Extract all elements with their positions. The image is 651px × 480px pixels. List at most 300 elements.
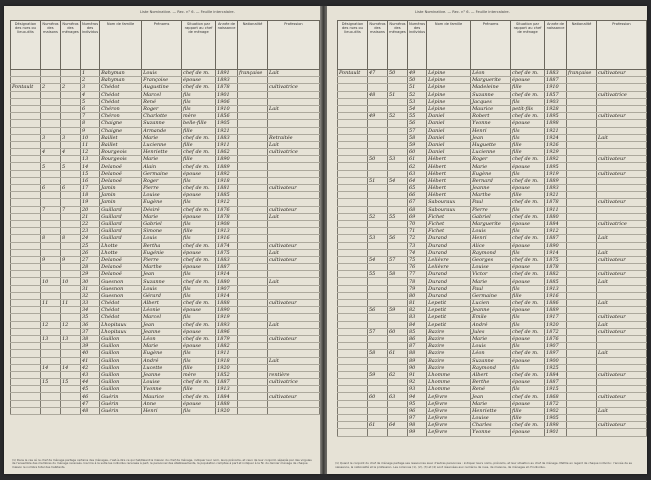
table-cell: chef de m. <box>511 235 545 242</box>
table-cell: épouse <box>182 213 216 220</box>
table-row <box>338 328 647 335</box>
table-cell: 27 <box>80 256 99 263</box>
table-cell: 8 <box>60 235 80 242</box>
table-cell: Bertha <box>142 242 182 249</box>
table-cell: Bourgeois <box>100 149 142 156</box>
table-cell <box>60 127 80 134</box>
table-cell <box>596 163 646 170</box>
table-cell: Armande <box>142 127 182 134</box>
table-cell <box>367 364 387 371</box>
table-cell: Jeanne <box>142 371 182 378</box>
table-cell: 1888 <box>216 300 238 307</box>
table-cell <box>567 156 597 163</box>
table-cell: Lait <box>596 350 646 357</box>
table-cell <box>238 335 268 342</box>
table-cell: 13 <box>80 156 99 163</box>
table-row <box>11 371 320 378</box>
table-row <box>338 113 647 120</box>
table-cell: Chédot <box>100 84 142 91</box>
table-cell: Maurice <box>471 105 511 112</box>
table-cell <box>238 156 268 163</box>
table-cell: Lepetit <box>427 307 471 314</box>
column-header: Désignation des rues ou lieux-dits <box>11 21 41 70</box>
table-cell <box>338 242 368 249</box>
table-cell <box>40 113 60 120</box>
table-cell: 22 <box>80 220 99 227</box>
table-cell: Lait <box>596 249 646 256</box>
table-cell: 38 <box>80 335 99 342</box>
table-cell <box>338 400 368 407</box>
table-cell: Henri <box>471 235 511 242</box>
table-cell <box>40 292 60 299</box>
table-cell <box>60 307 80 314</box>
table-cell <box>596 400 646 407</box>
table-cell: Désiré <box>142 206 182 213</box>
table-cell: 65 <box>407 185 426 192</box>
table-row <box>338 407 647 414</box>
table-cell: fils <box>511 249 545 256</box>
table-cell: fils <box>182 407 216 414</box>
table-cell: Durand <box>427 249 471 256</box>
table-cell: épouse <box>182 343 216 350</box>
table-cell: 1921 <box>545 127 567 134</box>
table-cell <box>367 77 387 84</box>
table-cell <box>338 335 368 342</box>
table-cell: Durand <box>427 292 471 299</box>
table-cell: chef de m. <box>511 91 545 98</box>
table-cell <box>367 415 387 422</box>
table-cell: 58 <box>367 350 387 357</box>
table-cell: 3 <box>40 134 60 141</box>
table-cell: Robert <box>471 113 511 120</box>
table-cell: Lait <box>267 141 319 148</box>
table-cell <box>596 98 646 105</box>
table-cell: 14 <box>80 163 99 170</box>
table-cell <box>387 264 407 271</box>
table-cell <box>40 371 60 378</box>
table-cell: fils <box>182 314 216 321</box>
table-cell: 78 <box>407 278 426 285</box>
table-cell: cultivateur <box>267 185 319 192</box>
table-cell: 85 <box>407 328 426 335</box>
table-cell: 1917 <box>545 314 567 321</box>
table-cell: 1918 <box>216 177 238 184</box>
table-cell: Bahyman <box>100 77 142 84</box>
table-cell <box>338 357 368 364</box>
table-cell: 1896 <box>216 328 238 335</box>
table-cell <box>11 105 41 112</box>
table-row <box>338 213 647 220</box>
table-row <box>11 163 320 170</box>
table-cell <box>40 127 60 134</box>
table-row <box>338 206 647 213</box>
table-cell: 1878 <box>216 84 238 91</box>
table-cell: 93 <box>407 386 426 393</box>
table-row <box>11 113 320 120</box>
table-cell: 82 <box>407 307 426 314</box>
table-cell: cultivateur <box>267 393 319 400</box>
table-cell: chef de m. <box>511 393 545 400</box>
table-cell: Guillon <box>100 357 142 364</box>
table-cell <box>267 127 319 134</box>
table-cell <box>60 213 80 220</box>
table-cell <box>11 177 41 184</box>
table-cell: 4 <box>40 149 60 156</box>
table-cell: cultivateur <box>267 206 319 213</box>
table-cell <box>567 77 597 84</box>
table-cell: 20 <box>80 206 99 213</box>
table-cell: 92 <box>407 379 426 386</box>
table-cell: 43 <box>80 371 99 378</box>
table-cell: cultivateur <box>596 170 646 177</box>
table-row <box>11 328 320 335</box>
table-cell: 2 <box>80 77 99 84</box>
table-cell <box>11 271 41 278</box>
table-cell: 1920 <box>545 321 567 328</box>
table-cell: 1929 <box>545 149 567 156</box>
table-cell: 61 <box>367 422 387 429</box>
table-cell: Lait <box>596 300 646 307</box>
table-cell <box>338 285 368 292</box>
table-cell <box>567 256 597 263</box>
table-cell <box>338 120 368 127</box>
table-cell: Lait <box>267 70 319 77</box>
table-cell <box>60 343 80 350</box>
table-cell <box>567 228 597 235</box>
table-cell: 36 <box>80 321 99 328</box>
table-cell: 1920 <box>216 407 238 414</box>
table-cell <box>40 386 60 393</box>
table-cell <box>387 343 407 350</box>
table-cell <box>40 177 60 184</box>
table-cell: Eugène <box>471 170 511 177</box>
table-cell: 1914 <box>216 292 238 299</box>
table-cell <box>338 292 368 299</box>
table-cell: Hébert <box>427 192 471 199</box>
table-cell <box>338 185 368 192</box>
table-row <box>11 206 320 213</box>
table-cell: Guillard <box>100 228 142 235</box>
table-cell: 18 <box>80 192 99 199</box>
table-cell <box>11 314 41 321</box>
table-row <box>338 220 647 227</box>
table-row <box>11 120 320 127</box>
table-cell <box>11 278 41 285</box>
table-cell: Léon <box>471 350 511 357</box>
table-cell <box>40 271 60 278</box>
table-cell <box>267 386 319 393</box>
table-cell <box>40 249 60 256</box>
left-page <box>4 6 320 474</box>
table-cell: 67 <box>407 199 426 206</box>
table-cell: 1857 <box>545 91 567 98</box>
table-cell <box>11 242 41 249</box>
table-cell: Germaine <box>142 170 182 177</box>
table-cell: Marie <box>142 156 182 163</box>
table-cell <box>567 386 597 393</box>
table-cell: Fichet <box>427 228 471 235</box>
table-cell: 1902 <box>545 407 567 414</box>
table-cell <box>567 177 597 184</box>
table-cell: Germaine <box>471 292 511 299</box>
table-cell <box>367 292 387 299</box>
table-cell: chef de m. <box>511 256 545 263</box>
table-cell: Suzanne <box>142 120 182 127</box>
table-cell: Delanoë <box>100 163 142 170</box>
table-cell: Guillon <box>100 364 142 371</box>
table-cell <box>11 285 41 292</box>
table-cell <box>11 185 41 192</box>
table-cell: Eugénie <box>142 249 182 256</box>
table-cell <box>338 249 368 256</box>
table-cell <box>367 335 387 342</box>
table-cell <box>238 84 268 91</box>
table-cell: 11 <box>60 300 80 307</box>
table-cell: mère <box>182 113 216 120</box>
table-cell <box>367 141 387 148</box>
table-cell: fils <box>511 285 545 292</box>
table-cell: Marthe <box>142 264 182 271</box>
table-cell <box>238 350 268 357</box>
table-cell: Émile <box>471 314 511 321</box>
table-cell <box>596 415 646 422</box>
table-cell <box>367 321 387 328</box>
table-cell: fille <box>511 292 545 299</box>
table-cell: chef de m. <box>182 206 216 213</box>
table-cell <box>567 364 597 371</box>
table-cell <box>596 386 646 393</box>
table-row <box>338 84 647 91</box>
table-row <box>338 285 647 292</box>
table-cell: 45 <box>80 386 99 393</box>
table-cell: 1883 <box>545 70 567 77</box>
table-cell: Suzanne <box>471 357 511 364</box>
table-cell <box>567 242 597 249</box>
table-cell: Françoise <box>142 77 182 84</box>
table-cell <box>238 235 268 242</box>
table-row <box>338 235 647 242</box>
table-cell <box>338 314 368 321</box>
table-cell <box>338 77 368 84</box>
table-cell: 6 <box>80 105 99 112</box>
column-header: Nom de famille <box>427 21 471 70</box>
table-cell <box>596 120 646 127</box>
table-cell <box>387 400 407 407</box>
table-cell <box>567 371 597 378</box>
table-cell: Marie <box>471 335 511 342</box>
table-cell <box>367 84 387 91</box>
table-cell: Guillon <box>100 350 142 357</box>
table-cell: Jean <box>471 134 511 141</box>
table-row <box>338 393 647 400</box>
table-cell: 1910 <box>216 105 238 112</box>
table-cell <box>367 192 387 199</box>
table-cell: Lucienne <box>471 149 511 156</box>
table-cell: Yvonne <box>142 386 182 393</box>
table-cell: Suzanne <box>142 278 182 285</box>
table-cell <box>267 400 319 407</box>
table-cell: Lucette <box>142 364 182 371</box>
table-cell: chef de m. <box>182 84 216 91</box>
table-cell: 11 <box>40 300 60 307</box>
table-cell <box>338 206 368 213</box>
table-row <box>338 429 647 436</box>
table-cell: Lhopitaux <box>100 321 142 328</box>
table-cell: chef de m. <box>511 350 545 357</box>
table-cell: Baillet <box>100 141 142 148</box>
table-cell: 53 <box>367 235 387 242</box>
column-header: Année de naissance <box>216 21 238 70</box>
table-cell: Pierre <box>142 185 182 192</box>
table-row <box>338 271 647 278</box>
table-row <box>11 249 320 256</box>
table-cell: Hébert <box>427 185 471 192</box>
table-cell: Roger <box>471 156 511 163</box>
table-cell: épouse <box>511 307 545 314</box>
table-cell <box>596 141 646 148</box>
table-cell: fils <box>511 364 545 371</box>
table-cell: 1903 <box>545 98 567 105</box>
table-cell: Charlotte <box>142 113 182 120</box>
table-cell: Pierre <box>471 206 511 213</box>
table-cell <box>238 134 268 141</box>
table-cell: Louise <box>471 415 511 422</box>
table-row <box>338 379 647 386</box>
table-cell: 1906 <box>216 98 238 105</box>
table-cell: 1913 <box>545 285 567 292</box>
table-cell: 64 <box>387 422 407 429</box>
table-row <box>338 292 647 299</box>
table-cell <box>40 213 60 220</box>
table-cell: fils <box>511 386 545 393</box>
table-cell <box>567 98 597 105</box>
table-cell: Bazire <box>427 357 471 364</box>
table-cell <box>367 300 387 307</box>
table-cell: chef de m. <box>511 113 545 120</box>
table-cell <box>567 213 597 220</box>
table-cell: Léon <box>142 335 182 342</box>
table-cell: Louis <box>142 235 182 242</box>
table-cell <box>367 220 387 227</box>
table-cell: 1897 <box>545 350 567 357</box>
table-cell: Gérard <box>142 292 182 299</box>
table-cell: 1882 <box>545 271 567 278</box>
table-row <box>11 343 320 350</box>
table-cell <box>596 127 646 134</box>
table-cell: Raymond <box>471 364 511 371</box>
table-row <box>11 127 320 134</box>
table-row <box>338 415 647 422</box>
table-cell: 51 <box>367 177 387 184</box>
table-cell <box>567 163 597 170</box>
table-cell: Daniel <box>427 141 471 148</box>
table-cell: 1920 <box>216 364 238 371</box>
table-cell: 51 <box>407 84 426 91</box>
table-cell: fils <box>511 206 545 213</box>
table-cell: 23 <box>80 228 99 235</box>
table-cell <box>367 343 387 350</box>
table-cell: rentière <box>267 371 319 378</box>
table-cell: Lait <box>267 321 319 328</box>
table-cell: 1887 <box>545 235 567 242</box>
table-cell: 1913 <box>216 386 238 393</box>
table-cell: Henri <box>471 127 511 134</box>
table-cell <box>40 199 60 206</box>
table-row <box>11 407 320 414</box>
table-cell: Guérin <box>100 407 142 414</box>
table-cell: chef de m. <box>511 177 545 184</box>
table-cell: Louis <box>142 70 182 77</box>
table-cell: fils <box>511 170 545 177</box>
table-cell: chef de m. <box>182 70 216 77</box>
table-cell: Chéron <box>100 113 142 120</box>
table-cell: 24 <box>80 235 99 242</box>
table-cell: 1911 <box>545 206 567 213</box>
table-cell: 83 <box>407 314 426 321</box>
page-header: Liste Nominative. — Rec. n° 6. — Feuille intercalaire. <box>415 10 510 14</box>
table-cell: Delanoë <box>100 256 142 263</box>
table-cell: chef de m. <box>182 379 216 386</box>
table-cell <box>11 141 41 148</box>
table-cell: Chédot <box>100 314 142 321</box>
table-cell: 1900 <box>545 357 567 364</box>
table-cell: Lepetit <box>427 300 471 307</box>
table-row <box>11 393 320 400</box>
table-cell: Guillard <box>100 220 142 227</box>
table-cell: 47 <box>80 400 99 407</box>
table-cell: fils <box>182 271 216 278</box>
table-cell: 17 <box>80 185 99 192</box>
table-cell <box>267 77 319 84</box>
table-cell: 44 <box>80 379 99 386</box>
table-cell: Guérin <box>100 393 142 400</box>
table-cell: Bazire <box>427 335 471 342</box>
table-row <box>11 185 320 192</box>
table-cell <box>40 228 60 235</box>
table-row <box>11 271 320 278</box>
table-cell: 1890 <box>545 242 567 249</box>
table-cell: 1884 <box>545 371 567 378</box>
table-cell: Paul <box>471 199 511 206</box>
table-cell <box>60 371 80 378</box>
table-cell <box>567 84 597 91</box>
table-cell <box>367 407 387 414</box>
table-row <box>338 199 647 206</box>
table-cell <box>596 335 646 342</box>
table-cell: 1895 <box>545 113 567 120</box>
table-cell: épouse <box>511 357 545 364</box>
table-cell: 46 <box>80 393 99 400</box>
table-cell: épouse <box>182 328 216 335</box>
table-cell: 56 <box>367 307 387 314</box>
table-cell <box>40 141 60 148</box>
table-cell <box>238 105 268 112</box>
table-cell: 37 <box>80 328 99 335</box>
table-cell <box>60 264 80 271</box>
table-cell: Bourgeois <box>100 156 142 163</box>
table-cell <box>338 228 368 235</box>
table-cell <box>387 415 407 422</box>
table-cell: Lhotte <box>100 242 142 249</box>
table-cell: Guérin <box>100 400 142 407</box>
table-cell: Louis <box>142 285 182 292</box>
table-cell: fils <box>182 357 216 364</box>
table-cell: 7 <box>40 206 60 213</box>
table-cell <box>238 264 268 271</box>
table-cell: Henriette <box>471 407 511 414</box>
table-cell: Baillet <box>100 134 142 141</box>
table-cell <box>238 343 268 350</box>
